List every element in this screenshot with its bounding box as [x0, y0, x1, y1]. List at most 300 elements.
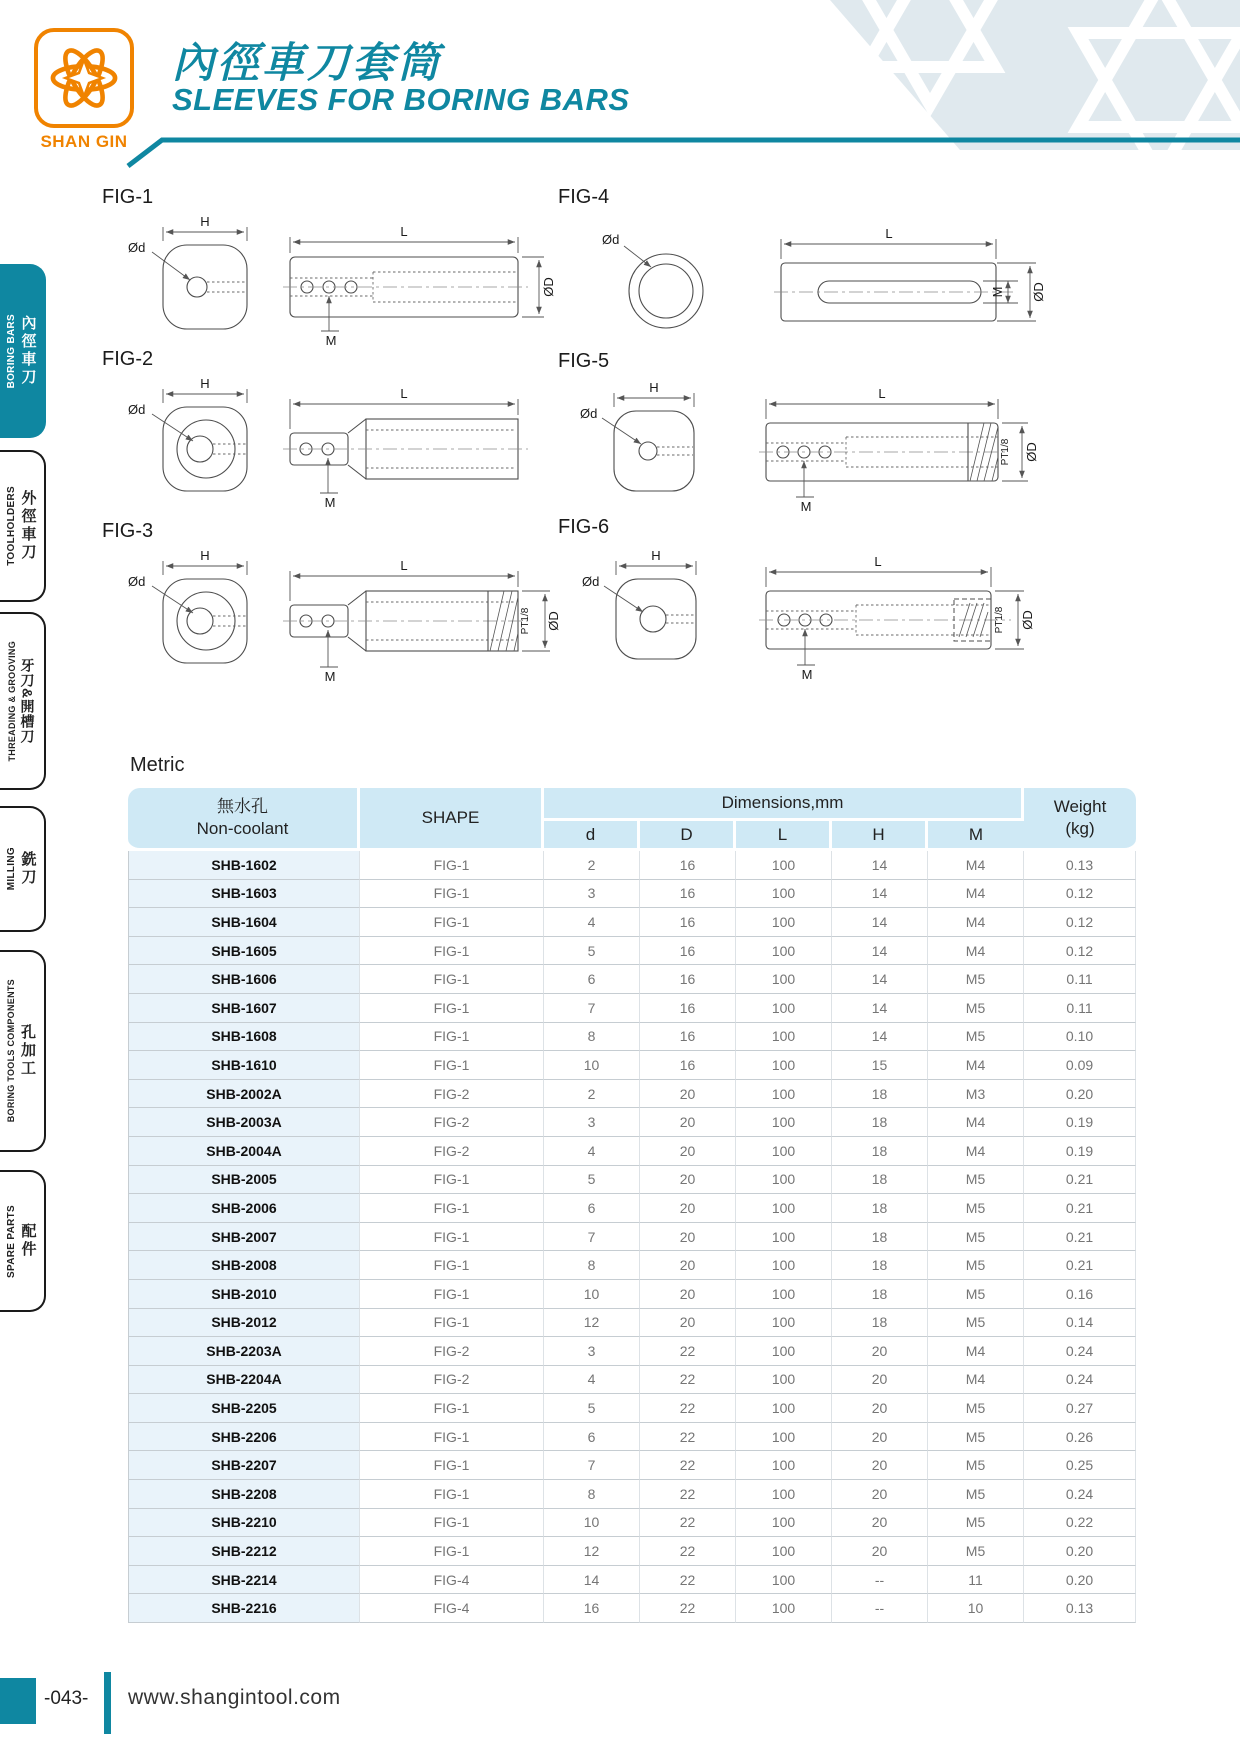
col-header-d: d [544, 821, 640, 851]
tab-label-zh: 孔加工 [19, 1024, 36, 1078]
col-header-weight-label: Weight [1053, 797, 1107, 816]
model-cell: SHB-2203A [128, 1337, 360, 1366]
d-cell: 4 [544, 908, 640, 937]
model-cell: SHB-2012 [128, 1309, 360, 1338]
model-cell: SHB-1606 [128, 965, 360, 994]
L-cell: 100 [736, 1023, 832, 1052]
D-cell: 22 [640, 1451, 736, 1480]
fig5-front-view [614, 411, 694, 491]
weight-cell: 0.13 [1024, 1594, 1136, 1623]
figure-label: FIG-4 [558, 186, 610, 208]
weight-cell: 0.25 [1024, 1451, 1136, 1480]
sidebar-tab-spare-parts [0, 1170, 46, 1312]
dim-label-l: L [878, 386, 886, 401]
figure-fig1 [100, 186, 560, 354]
d-cell: 4 [544, 1366, 640, 1395]
figure-label: FIG-6 [558, 516, 610, 538]
table-row [128, 1194, 1136, 1223]
d-cell: 7 [544, 1223, 640, 1252]
D-cell: 20 [640, 1166, 736, 1195]
L-cell: 100 [736, 880, 832, 909]
shape-cell: FIG-1 [360, 1023, 544, 1052]
d-cell: 3 [544, 1337, 640, 1366]
D-cell: 22 [640, 1337, 736, 1366]
M-cell: M5 [928, 965, 1024, 994]
model-cell: SHB-1603 [128, 880, 360, 909]
L-cell: 100 [736, 1309, 832, 1338]
table-row [128, 1051, 1136, 1080]
H-cell: -- [832, 1594, 928, 1623]
weight-cell: 0.16 [1024, 1280, 1136, 1309]
D-cell: 20 [640, 1309, 736, 1338]
D-cell: 22 [640, 1366, 736, 1395]
weight-cell: 0.24 [1024, 1480, 1136, 1509]
col-header-H: H [832, 821, 928, 851]
weight-cell: 0.12 [1024, 908, 1136, 937]
dim-label-h: H [200, 214, 210, 229]
D-cell: 20 [640, 1194, 736, 1223]
M-cell: M4 [928, 908, 1024, 937]
H-cell: 18 [832, 1080, 928, 1109]
dim-label-m: M [801, 667, 813, 682]
H-cell: 18 [832, 1309, 928, 1338]
D-cell: 22 [640, 1537, 736, 1566]
table-row [128, 1337, 1136, 1366]
table-row [128, 1423, 1136, 1452]
L-cell: 100 [736, 1509, 832, 1538]
figure-fig4 [556, 186, 1048, 356]
D-cell: 20 [640, 1251, 736, 1280]
d-cell: 5 [544, 1166, 640, 1195]
d-cell: 6 [544, 1194, 640, 1223]
table-row [128, 1451, 1136, 1480]
d-cell: 12 [544, 1537, 640, 1566]
shape-cell: FIG-1 [360, 1394, 544, 1423]
fig1-drawing [100, 211, 560, 349]
model-cell: SHB-2204A [128, 1366, 360, 1395]
col-header-dimensions: Dimensions,mm [544, 788, 1024, 821]
dim-label-h: H [649, 380, 659, 395]
table-row [128, 994, 1136, 1023]
H-cell: 18 [832, 1223, 928, 1252]
col-header-shape: SHAPE [360, 788, 544, 851]
M-cell: M5 [928, 1423, 1024, 1452]
weight-cell: 0.11 [1024, 994, 1136, 1023]
D-cell: 16 [640, 908, 736, 937]
M-cell: M5 [928, 1166, 1024, 1195]
dim-label-h: H [200, 548, 210, 563]
figure-label: FIG-2 [102, 348, 154, 370]
spec-table [128, 788, 1136, 1623]
shape-cell: FIG-1 [360, 1480, 544, 1509]
dim-label-h: H [651, 548, 661, 563]
d-cell: 7 [544, 994, 640, 1023]
sidebar-tab-boring-bars [0, 264, 46, 438]
fig4-side-view [774, 263, 1016, 321]
weight-cell: 0.14 [1024, 1309, 1136, 1338]
logo-star-icon [42, 36, 126, 120]
model-cell: SHB-2207 [128, 1451, 360, 1480]
L-cell: 100 [736, 1566, 832, 1595]
H-cell: 18 [832, 1108, 928, 1137]
weight-cell: 0.11 [1024, 965, 1136, 994]
fig3-front-view [163, 579, 247, 663]
table-row [128, 1108, 1136, 1137]
footer-accent-square [0, 1678, 36, 1724]
weight-cell: 0.27 [1024, 1394, 1136, 1423]
L-cell: 100 [736, 1223, 832, 1252]
weight-cell: 0.24 [1024, 1366, 1136, 1395]
weight-cell: 0.21 [1024, 1166, 1136, 1195]
M-cell: M5 [928, 1537, 1024, 1566]
model-cell: SHB-2003A [128, 1108, 360, 1137]
D-cell: 22 [640, 1423, 736, 1452]
fig3-side-view [283, 591, 528, 651]
dim-label-big-od: ØD [1024, 442, 1039, 462]
weight-cell: 0.09 [1024, 1051, 1136, 1080]
L-cell: 100 [736, 1366, 832, 1395]
model-cell: SHB-2216 [128, 1594, 360, 1623]
table-row [128, 1166, 1136, 1195]
d-cell: 2 [544, 1080, 640, 1109]
d-cell: 12 [544, 1309, 640, 1338]
page-title-chinese: 內徑車刀套筒 [172, 39, 443, 86]
fig4-front-view [629, 254, 703, 328]
sidebar-tab-threading-grooving [0, 612, 46, 790]
M-cell: M5 [928, 1394, 1024, 1423]
tab-label-en: BORING BARS [5, 313, 17, 389]
table-row [128, 1537, 1136, 1566]
dim-label-od: Ød [580, 406, 598, 421]
dim-label-m: M [990, 286, 1005, 298]
model-cell: SHB-2005 [128, 1166, 360, 1195]
dim-label-od: Ød [128, 240, 146, 255]
H-cell: 20 [832, 1394, 928, 1423]
model-cell: SHB-2010 [128, 1280, 360, 1309]
D-cell: 20 [640, 1108, 736, 1137]
table-row [128, 1137, 1136, 1166]
H-cell: 18 [832, 1251, 928, 1280]
shape-cell: FIG-1 [360, 1280, 544, 1309]
figure-fig5 [556, 350, 1048, 520]
dim-label-od: Ød [602, 232, 620, 247]
table-row [128, 1594, 1136, 1623]
col-header-weight [1024, 788, 1136, 851]
shape-cell: FIG-1 [360, 1509, 544, 1538]
shape-cell: FIG-1 [360, 1223, 544, 1252]
H-cell: 18 [832, 1280, 928, 1309]
L-cell: 100 [736, 1080, 832, 1109]
weight-cell: 0.10 [1024, 1023, 1136, 1052]
fig1-front-view [163, 245, 247, 329]
col-header-L: L [736, 821, 832, 851]
fig5-drawing [556, 375, 1048, 515]
figure-label: FIG-1 [102, 186, 154, 208]
M-cell: 11 [928, 1566, 1024, 1595]
H-cell: 18 [832, 1137, 928, 1166]
H-cell: 20 [832, 1451, 928, 1480]
H-cell: 15 [832, 1051, 928, 1080]
tab-label-zh: 外徑車刀 [19, 490, 37, 562]
dim-label-big-od: ØD [541, 277, 556, 297]
table-row [128, 1023, 1136, 1052]
D-cell: 16 [640, 937, 736, 966]
model-cell: SHB-2212 [128, 1537, 360, 1566]
tab-label-en: TOOLHOLDERS [5, 486, 17, 566]
L-cell: 100 [736, 1137, 832, 1166]
D-cell: 22 [640, 1480, 736, 1509]
fig6-side-view [759, 591, 1011, 649]
shape-cell: FIG-1 [360, 965, 544, 994]
H-cell: 20 [832, 1337, 928, 1366]
figure-fig6 [556, 516, 1048, 688]
col-header-model [128, 788, 360, 851]
model-cell: SHB-2008 [128, 1251, 360, 1280]
fig2-side-view [283, 419, 528, 479]
weight-cell: 0.20 [1024, 1537, 1136, 1566]
sidebar-tab-toolholders [0, 450, 46, 602]
d-cell: 3 [544, 880, 640, 909]
D-cell: 20 [640, 1223, 736, 1252]
dim-label-pt: PT1/8 [1000, 438, 1011, 466]
fig6-drawing [556, 541, 1048, 683]
M-cell: M4 [928, 1337, 1024, 1366]
L-cell: 100 [736, 937, 832, 966]
sidebar-tab-milling [0, 806, 46, 932]
shape-cell: FIG-4 [360, 1566, 544, 1595]
dim-label-big-od: ØD [1020, 610, 1035, 630]
L-cell: 100 [736, 994, 832, 1023]
table-row [128, 937, 1136, 966]
fig2-drawing [100, 373, 560, 511]
table-row [128, 908, 1136, 937]
fig6-front-view [616, 579, 696, 659]
footer-accent-bar [104, 1672, 111, 1734]
dim-label-l: L [400, 558, 408, 573]
tab-label-en: MILLING [5, 847, 17, 891]
M-cell: M5 [928, 1194, 1024, 1223]
shape-cell: FIG-1 [360, 851, 544, 880]
table-row [128, 1080, 1136, 1109]
H-cell: 20 [832, 1423, 928, 1452]
d-cell: 10 [544, 1280, 640, 1309]
H-cell: 14 [832, 880, 928, 909]
table-row [128, 1566, 1136, 1595]
H-cell: -- [832, 1566, 928, 1595]
dim-label-l: L [400, 224, 408, 239]
weight-cell: 0.13 [1024, 851, 1136, 880]
weight-cell: 0.24 [1024, 1337, 1136, 1366]
brand-name: SHAN GIN [40, 132, 128, 151]
D-cell: 22 [640, 1509, 736, 1538]
shape-cell: FIG-1 [360, 1051, 544, 1080]
table-body [128, 851, 1136, 1623]
col-header-M: M [928, 821, 1024, 851]
L-cell: 100 [736, 851, 832, 880]
model-cell: SHB-2006 [128, 1194, 360, 1223]
table-row [128, 1509, 1136, 1538]
M-cell: M4 [928, 1108, 1024, 1137]
model-cell: SHB-1608 [128, 1023, 360, 1052]
dim-label-od: Ød [128, 574, 146, 589]
table-row [128, 1223, 1136, 1252]
fig4-drawing [556, 211, 1048, 351]
model-cell: SHB-2007 [128, 1223, 360, 1252]
M-cell: M4 [928, 1051, 1024, 1080]
tab-label-en: BORING TOOLS COMPONENTS [6, 979, 16, 1123]
col-header-model-en: Non-coolant [196, 819, 289, 838]
d-cell: 5 [544, 937, 640, 966]
dim-label-l: L [885, 226, 893, 241]
M-cell: M5 [928, 1280, 1024, 1309]
figure-fig3 [100, 520, 565, 690]
L-cell: 100 [736, 1051, 832, 1080]
dim-label-m: M [800, 499, 812, 514]
shape-cell: FIG-2 [360, 1137, 544, 1166]
d-cell: 6 [544, 1423, 640, 1452]
table-row [128, 1280, 1136, 1309]
shape-cell: FIG-1 [360, 1251, 544, 1280]
page-number: -043- [44, 1688, 89, 1709]
L-cell: 100 [736, 1251, 832, 1280]
shape-cell: FIG-1 [360, 1194, 544, 1223]
table-row [128, 1366, 1136, 1395]
figure-label: FIG-5 [558, 350, 610, 372]
d-cell: 6 [544, 965, 640, 994]
L-cell: 100 [736, 1423, 832, 1452]
M-cell: M5 [928, 1223, 1024, 1252]
weight-cell: 0.12 [1024, 880, 1136, 909]
M-cell: M5 [928, 1251, 1024, 1280]
d-cell: 4 [544, 1137, 640, 1166]
model-cell: SHB-1607 [128, 994, 360, 1023]
table-row [128, 851, 1136, 880]
weight-cell: 0.12 [1024, 937, 1136, 966]
tab-label-en: THREADING & GROOVING [6, 640, 17, 762]
model-cell: SHB-1602 [128, 851, 360, 880]
L-cell: 100 [736, 1451, 832, 1480]
dim-label-pt: PT1/8 [520, 607, 531, 635]
M-cell: M5 [928, 1023, 1024, 1052]
L-cell: 100 [736, 1166, 832, 1195]
d-cell: 8 [544, 1480, 640, 1509]
tab-label-zh: 內徑車刀 [19, 315, 37, 387]
weight-cell: 0.22 [1024, 1509, 1136, 1538]
shape-cell: FIG-1 [360, 937, 544, 966]
D-cell: 16 [640, 880, 736, 909]
L-cell: 100 [736, 1280, 832, 1309]
d-cell: 3 [544, 1108, 640, 1137]
fig1-side-view [283, 257, 528, 317]
col-header-model-zh: 無水孔 [217, 797, 268, 816]
D-cell: 16 [640, 965, 736, 994]
weight-cell: 0.21 [1024, 1251, 1136, 1280]
fig5-side-view [759, 423, 1008, 481]
d-cell: 10 [544, 1051, 640, 1080]
weight-cell: 0.21 [1024, 1223, 1136, 1252]
H-cell: 20 [832, 1480, 928, 1509]
L-cell: 100 [736, 1337, 832, 1366]
H-cell: 14 [832, 1023, 928, 1052]
dim-label-od: Ød [128, 402, 146, 417]
L-cell: 100 [736, 908, 832, 937]
shape-cell: FIG-1 [360, 1166, 544, 1195]
model-cell: SHB-2214 [128, 1566, 360, 1595]
shape-cell: FIG-4 [360, 1594, 544, 1623]
H-cell: 14 [832, 908, 928, 937]
H-cell: 14 [832, 965, 928, 994]
H-cell: 18 [832, 1194, 928, 1223]
M-cell: M5 [928, 1480, 1024, 1509]
dim-label-big-od: ØD [1031, 282, 1046, 302]
D-cell: 16 [640, 994, 736, 1023]
D-cell: 22 [640, 1594, 736, 1623]
M-cell: M5 [928, 1309, 1024, 1338]
weight-cell: 0.21 [1024, 1194, 1136, 1223]
D-cell: 20 [640, 1080, 736, 1109]
shape-cell: FIG-1 [360, 1309, 544, 1338]
dim-label-l: L [400, 386, 408, 401]
model-cell: SHB-1605 [128, 937, 360, 966]
table-row [128, 1309, 1136, 1338]
dim-label-m: M [324, 495, 336, 510]
dim-label-m: M [324, 669, 336, 684]
shape-cell: FIG-2 [360, 1080, 544, 1109]
shangin-logo [34, 28, 134, 128]
tab-label-zh: 銑刀 [19, 851, 37, 887]
d-cell: 16 [544, 1594, 640, 1623]
dim-label-big-od: ØD [546, 611, 561, 631]
section-label: Metric [130, 754, 185, 776]
d-cell: 8 [544, 1251, 640, 1280]
H-cell: 14 [832, 937, 928, 966]
M-cell: M4 [928, 1137, 1024, 1166]
tab-label-en: SPARE PARTS [5, 1204, 17, 1278]
tab-label-zh: 配件 [19, 1223, 37, 1259]
dim-label-h: H [200, 376, 210, 391]
website-url: www.shangintool.com [128, 1686, 341, 1709]
H-cell: 14 [832, 851, 928, 880]
M-cell: M4 [928, 851, 1024, 880]
L-cell: 100 [736, 1394, 832, 1423]
tab-label-zh: 牙刀&開槽刀 [19, 657, 36, 745]
table-row [128, 1480, 1136, 1509]
model-cell: SHB-2004A [128, 1137, 360, 1166]
weight-cell: 0.19 [1024, 1137, 1136, 1166]
M-cell: M5 [928, 1509, 1024, 1538]
weight-cell: 0.19 [1024, 1108, 1136, 1137]
D-cell: 16 [640, 851, 736, 880]
shape-cell: FIG-1 [360, 1451, 544, 1480]
d-cell: 14 [544, 1566, 640, 1595]
table-row [128, 1394, 1136, 1423]
L-cell: 100 [736, 1108, 832, 1137]
d-cell: 2 [544, 851, 640, 880]
shape-cell: FIG-2 [360, 1108, 544, 1137]
col-header-weight-unit: (kg) [1065, 819, 1095, 838]
H-cell: 20 [832, 1537, 928, 1566]
model-cell: SHB-1604 [128, 908, 360, 937]
figure-fig2 [100, 348, 560, 516]
table-row [128, 1251, 1136, 1280]
M-cell: M5 [928, 1451, 1024, 1480]
model-cell: SHB-2002A [128, 1080, 360, 1109]
fig2-front-view [163, 407, 247, 491]
shape-cell: FIG-1 [360, 1423, 544, 1452]
shape-cell: FIG-1 [360, 994, 544, 1023]
col-header-D: D [640, 821, 736, 851]
shape-cell: FIG-2 [360, 1366, 544, 1395]
